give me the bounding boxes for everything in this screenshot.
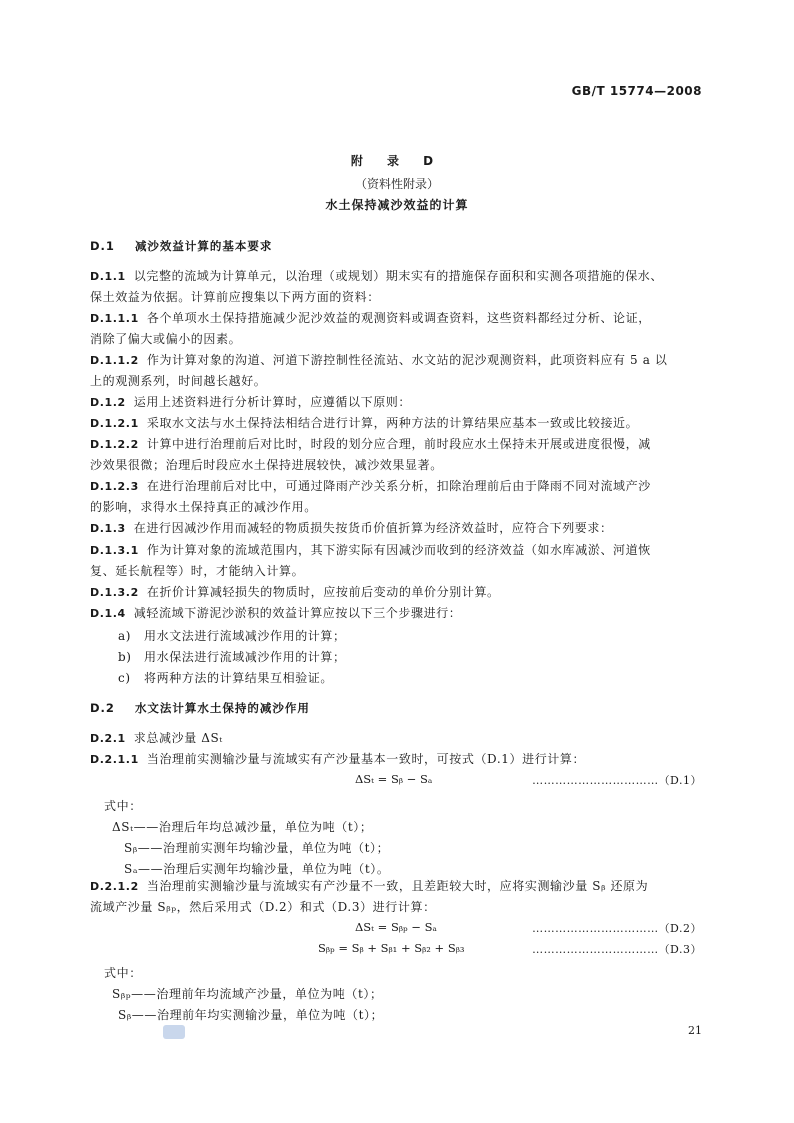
list-text: 用水保法进行流域减沙作用的计算； — [144, 650, 346, 664]
clause-text: 消除了偏大或偏小的因素。 — [90, 332, 242, 346]
section-heading-d2 — [90, 700, 310, 716]
list-marker: c) — [118, 671, 131, 685]
section-number: D.2 — [90, 701, 115, 715]
clause-number: D.1.2.2 — [90, 438, 139, 451]
section-title: 减沙效益计算的基本要求 — [134, 239, 273, 253]
clause-d131 — [90, 540, 702, 582]
variable-definition: Sᵦ——治理前实测年均输沙量，单位为吨（t）； — [124, 841, 390, 855]
variable-definition: ΔSₜ——治理后年均总减沙量，单位为吨（t）； — [112, 820, 373, 834]
clause-text: 当治理前实测输沙量与流域实有产沙量不一致，且差距较大时，应将实测输沙量 Sᵦ 还原为 — [146, 879, 649, 893]
list-text: 用水文法进行流域减沙作用的计算； — [144, 629, 346, 643]
clause-number: D.2.1.1 — [90, 753, 139, 766]
variable-definition: Sᵦ——治理前年均实测输沙量，单位为吨（t）； — [118, 1008, 384, 1022]
publisher-logo-icon — [163, 1025, 185, 1039]
clause-text: 保土效益为依据。计算前应搜集以下两方面的资料： — [90, 290, 380, 304]
where-label: 式中： — [104, 966, 142, 980]
page-number: 21 — [688, 1024, 702, 1037]
equation-number: ……………………………（D.2） — [532, 922, 702, 935]
list-item — [118, 669, 333, 686]
list-marker: a) — [118, 629, 132, 643]
clause-number: D.2.1 — [90, 732, 126, 745]
clause-number: D.1.2.3 — [90, 480, 139, 493]
clause-text: 在进行因减沙作用而减轻的物质损失按货币价值折算为经济效益时，应符合下列要求： — [133, 521, 613, 535]
clause-number: D.1.2 — [90, 396, 126, 409]
clause-number: D.1.3.1 — [90, 544, 139, 557]
clause-d12 — [90, 392, 702, 413]
section-heading-d1 — [90, 238, 272, 254]
variable-definition: Sₐ——治理后实测年均输沙量，单位为吨（t）。 — [124, 862, 390, 876]
equation-number: ……………………………（D.3） — [532, 943, 702, 956]
clause-number: D.1.1.2 — [90, 354, 139, 367]
clause-number: D.1.2.1 — [90, 417, 139, 430]
list-item — [118, 648, 346, 665]
clause-number: D.1.4 — [90, 607, 126, 620]
clause-text: 作为计算对象的沟道、河道下游控制性径流站、水文站的泥沙观测资料，此项资料应有 5 a 以 — [146, 353, 668, 367]
standard-number: GB/T 15774—2008 — [571, 84, 702, 98]
list-marker: b) — [118, 650, 132, 664]
clause-text: 采取水文法与水土保持法相结合进行计算，两种方法的计算结果应基本一致或比较接近。 — [146, 416, 639, 430]
clause-d111 — [90, 266, 702, 308]
clause-text: 沙效果很微；治理后时段应水土保持进展较快，减沙效果显著。 — [90, 458, 443, 472]
section-title: 水文法计算水土保持的减沙作用 — [134, 701, 310, 715]
clause-text: 的影响，求得水土保持真正的减沙作用。 — [90, 500, 317, 514]
list-item — [118, 627, 346, 644]
section-number: D.1 — [90, 239, 115, 253]
clause-d132 — [90, 582, 702, 603]
clause-text: 计算中进行治理前后对比时，时段的划分应合理，前时段应水土保持未开展或进度很慢，减 — [146, 437, 651, 451]
clause-d211 — [90, 749, 702, 770]
clause-text: 求总减沙量 ΔSₜ — [133, 731, 223, 745]
equation-number: ……………………………（D.1） — [532, 774, 702, 787]
appendix-type: （资料性附录） — [354, 177, 439, 191]
clause-text: 运用上述资料进行分析计算时，应遵循以下原则： — [133, 395, 411, 409]
clause-text: 复、延长航程等）时，才能纳入计算。 — [90, 564, 305, 578]
clause-text: 上的观测系列，时间越长越好。 — [90, 374, 267, 388]
clause-d122 — [90, 434, 702, 476]
clause-text: 以完整的流域为计算单元，以治理（或规划）期末实有的措施保存面积和实测各项措施的保水、 — [133, 269, 664, 283]
clause-d21 — [90, 728, 702, 749]
equation-d2: ΔSₜ = Sᵦₚ − Sₐ — [355, 920, 437, 934]
clause-text: 减轻流域下游泥沙淤积的效益计算应按以下三个步骤进行： — [133, 606, 462, 620]
clause-d1111 — [90, 308, 702, 350]
clause-number: D.1.1 — [90, 270, 126, 283]
clause-text: 作为计算对象的流域范围内，其下游实际有因减沙而收到的经济效益（如水库减淤、河道恢 — [146, 543, 651, 557]
clause-number: D.1.1.1 — [90, 312, 139, 325]
clause-d14 — [90, 603, 702, 624]
appendix-title: 水土保持减沙效益的计算 — [325, 198, 469, 212]
clause-text: 在进行治理前后对比中，可通过降雨产沙关系分析，扣除治理前后由于降雨不同对流域产沙 — [146, 479, 651, 493]
clause-d123 — [90, 476, 702, 518]
clause-d1112 — [90, 350, 702, 392]
clause-number: D.1.3 — [90, 522, 126, 535]
variable-definition: Sᵦₚ——治理前年均流域产沙量，单位为吨（t）； — [112, 987, 383, 1001]
equation-d1: ΔSₜ = Sᵦ − Sₐ — [355, 772, 433, 786]
clause-number: D.1.3.2 — [90, 586, 139, 599]
clause-text: 流域产沙量 Sᵦₚ，然后采用式（D.2）和式（D.3）进行计算： — [90, 900, 436, 914]
clause-d212 — [90, 876, 702, 918]
equation-d3: Sᵦₚ = Sᵦ + Sᵦ₁ + Sᵦ₂ + Sᵦ₃ — [318, 941, 465, 955]
clause-text: 各个单项水土保持措施减少泥沙效益的观测资料或调查资料，这些资料都经过分析、论证， — [146, 311, 651, 325]
clause-number: D.2.1.2 — [90, 880, 139, 893]
appendix-label: 附 录 D — [350, 154, 444, 168]
clause-d13 — [90, 518, 702, 539]
list-text: 将两种方法的计算结果互相验证。 — [144, 671, 334, 685]
clause-text: 当治理前实测输沙量与流域实有产沙量基本一致时，可按式（D.1）进行计算： — [146, 752, 586, 766]
clause-text: 在折价计算减轻损失的物质时，应按前后变动的单价分别计算。 — [146, 585, 500, 599]
clause-d121 — [90, 413, 702, 434]
where-label: 式中： — [104, 799, 142, 813]
